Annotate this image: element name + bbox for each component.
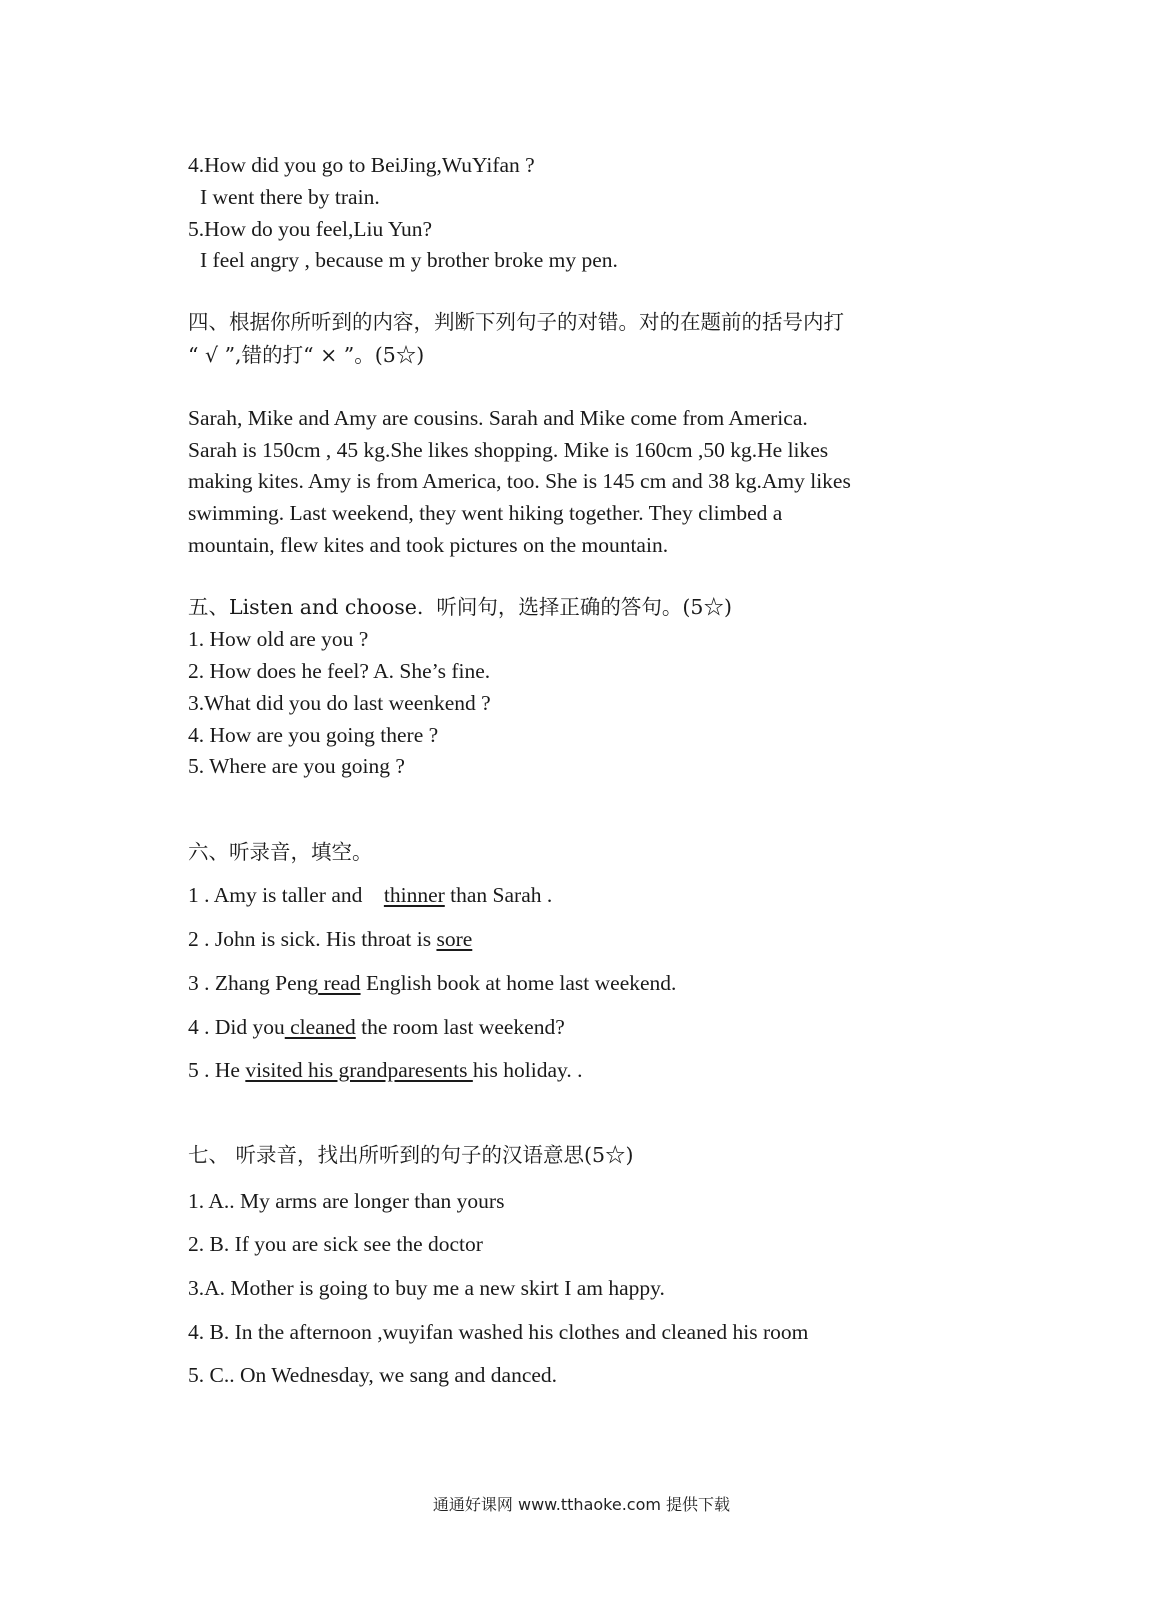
list-item: 4. B. In the afternoon ,wuyifan washed his clothes and cleaned his room [188, 1320, 809, 1344]
answer-4: I went there by train. [200, 185, 380, 209]
passage-line: swimming. Last weekend, they went hiking together. They climbed a [188, 501, 783, 525]
passage-line: Sarah is 150cm , 45 kg.She likes shopping. Mike is 160cm ,50 kg.He likes [188, 438, 829, 462]
fill-item: 3 . Zhang Peng read English book at home last weekend. [188, 971, 677, 995]
passage-line: making kites. Amy is from America, too. She is 145 cm and 38 kg.Amy likes [188, 469, 851, 493]
passage-line: Sarah, Mike and Amy are cousins. Sarah and Mike come from America. [188, 406, 808, 430]
part6-heading: 六、听录音，填空。 [188, 840, 373, 864]
answer-5: I feel angry , because m y brother broke my pen. [200, 248, 618, 272]
filled-answer: cleaned [284, 1015, 356, 1039]
filled-answer: visited his grandparesents [245, 1058, 473, 1082]
filled-answer: read [318, 971, 361, 995]
question-4: 4.How did you go to BeiJing,WuYifan ? [188, 153, 535, 177]
part4-heading-line1: 四、根据你所听到的内容，判断下列句子的对错。对的在题前的括号内打 [188, 310, 844, 334]
filled-answer: thinner [383, 883, 445, 907]
part7-heading: 七、 听录音，找出所听到的句子的汉语意思(5☆) [188, 1143, 634, 1167]
list-item: 2. How does he feel? A. She’s fine. [188, 659, 491, 683]
question-5: 5.How do you feel,Liu Yun? [188, 217, 433, 241]
list-item: 5. Where are you going ? [188, 754, 405, 778]
part5-heading: 五、Listen and choose. 听问句，选择正确的答句。(5☆) [188, 595, 732, 619]
filled-answer: sore [436, 927, 473, 951]
list-item: 3.What did you do last weenkend ? [188, 691, 491, 715]
part4-heading-line2: “ √ ”,错的打“ × ”。(5☆) [188, 343, 425, 367]
list-item: 5. C.. On Wednesday, we sang and danced. [188, 1363, 558, 1387]
list-item: 1. How old are you ? [188, 627, 369, 651]
fill-item: 1 . Amy is taller and thinner than Sarah . [188, 883, 553, 907]
page-footer: 通通好课网 www.tthaoke.com 提供下载 [432, 1495, 731, 1514]
passage-line: mountain, flew kites and took pictures on the mountain. [188, 533, 669, 557]
list-item: 2. B. If you are sick see the doctor [188, 1232, 483, 1256]
list-item: 1. A.. My arms are longer than yours [188, 1189, 505, 1213]
list-item: 4. How are you going there ? [188, 723, 439, 747]
fill-item: 4 . Did you cleaned the room last weekend? [188, 1015, 565, 1039]
fill-item: 2 . John is sick. His throat is sore [188, 927, 473, 951]
fill-item: 5 . He visited his grandparesents his holiday. . [188, 1058, 583, 1082]
list-item: 3.A. Mother is going to buy me a new skirt I am happy. [188, 1276, 665, 1300]
